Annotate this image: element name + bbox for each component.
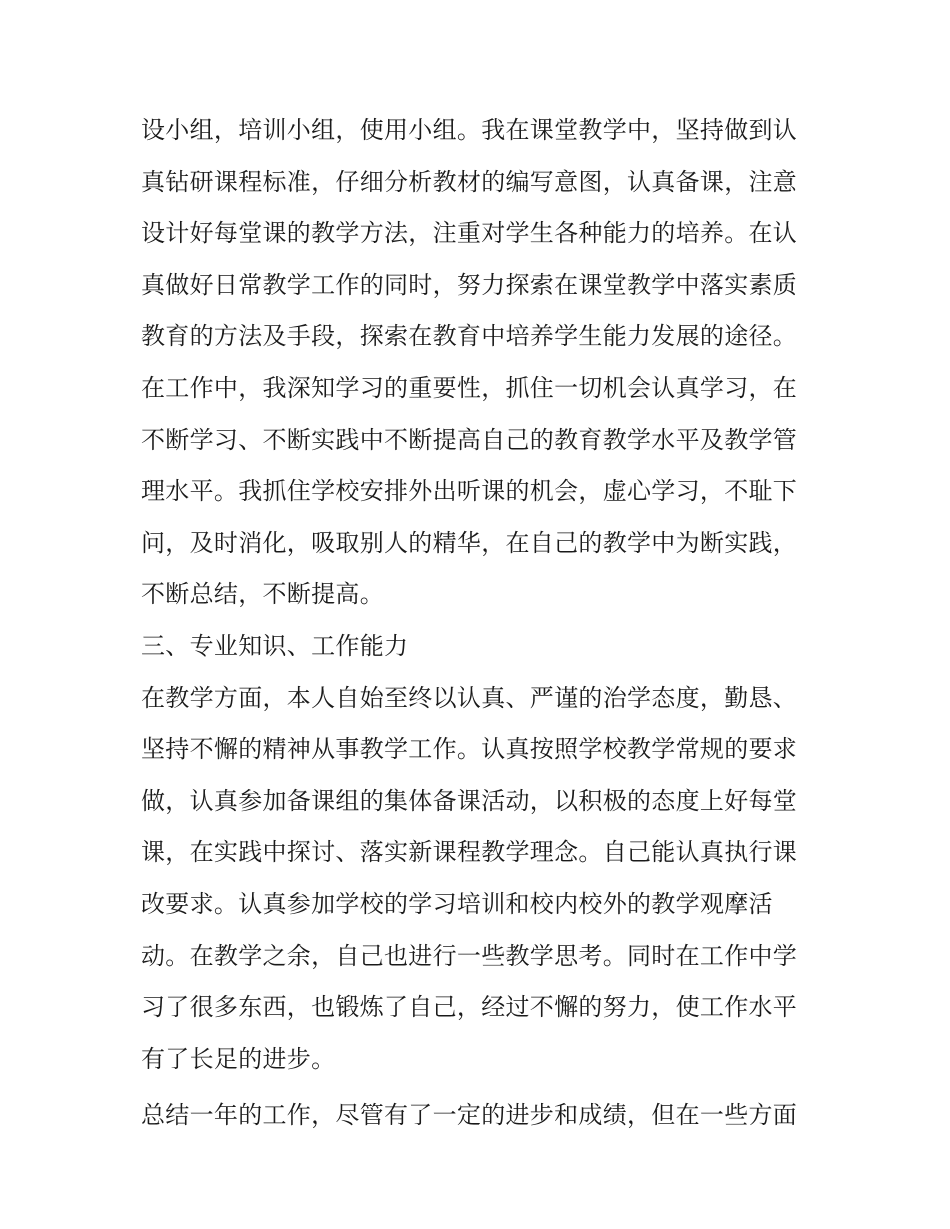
text-line: 课，在实践中探讨、落实新课程教学理念。自己能认真执行课 xyxy=(141,838,798,867)
text-line: 坚持不懈的精神从事教学工作。认真按照学校教学常规的要求 xyxy=(141,735,798,764)
text-line: 动。在教学之余，自己也进行一些教学思考。同时在工作中学 xyxy=(141,941,798,970)
text-line: 问，及时消化，吸取别人的精华，在自己的教学中为断实践， xyxy=(141,528,798,557)
text-line: 真做好日常教学工作的同时，努力探索在课堂教学中落实素质 xyxy=(141,270,798,299)
text-line: 不断总结，不断提高。 xyxy=(141,580,384,609)
body-text xyxy=(141,106,821,1142)
text-line: 改要求。认真参加学校的学习培训和校内校外的教学观摩活 xyxy=(141,889,773,918)
text-line: 不断学习、不断实践中不断提高自己的教育教学水平及教学管 xyxy=(141,425,798,454)
text-line: 教育的方法及手段，探索在教育中培养学生能力发展的途径。 xyxy=(141,322,798,351)
text-line: 总结一年的工作，尽管有了一定的进步和成绩，但在一些方面 xyxy=(141,1100,798,1129)
text-line: 有了长足的进步。 xyxy=(141,1044,336,1073)
section-heading: 三、专业知识、工作能力 xyxy=(141,631,409,660)
text-line: 在工作中，我深知学习的重要性，抓住一切机会认真学习，在 xyxy=(141,373,798,402)
text-line: 理水平。我抓住学校安排外出听课的机会，虚心学习，不耻下 xyxy=(141,477,798,506)
text-line: 设计好每堂课的教学方法，注重对学生各种能力的培养。在认 xyxy=(141,219,798,248)
text-line: 做，认真参加备课组的集体备课活动，以积极的态度上好每堂 xyxy=(141,786,798,815)
text-line: 在教学方面，本人自始至终以认真、严谨的治学态度，勤恳、 xyxy=(141,683,798,712)
text-line: 真钻研课程标准，仔细分析教材的编写意图，认真备课，注意 xyxy=(141,167,798,196)
text-line: 设小组，培训小组，使用小组。我在课堂教学中，坚持做到认 xyxy=(141,116,798,144)
text-line: 习了很多东西，也锻炼了自己，经过不懈的努力，使工作水平 xyxy=(141,993,798,1022)
